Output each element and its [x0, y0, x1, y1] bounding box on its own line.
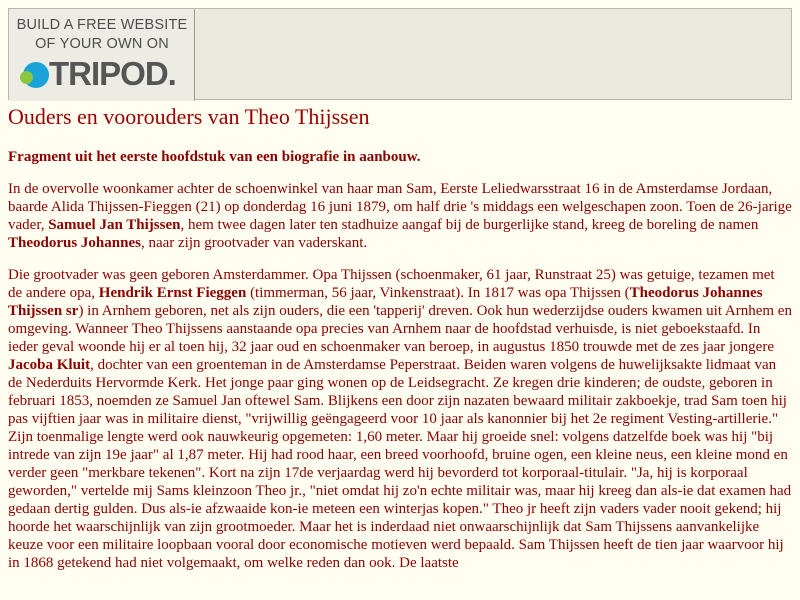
ad-line-1[interactable]: BUILD A FREE WEBSITE [16, 17, 188, 33]
ad-banner [8, 8, 792, 100]
tripod-logo[interactable] [19, 55, 195, 93]
page-subtitle: Fragment uit het eerste hoofdstuk van een biografie in aanbouw. [8, 149, 421, 165]
p1-text-3: , naar zijn grootvader van vaderskant. [140, 235, 368, 251]
p2-text-2: (timmerman, 56 jaar, Vinkenstraat). In 1817 was opa Thijssen ( [246, 285, 630, 301]
p2-name-theodorus-sr: Theodorus Johannes Thijssen sr [8, 285, 763, 319]
paragraph-2 [8, 266, 792, 572]
p1-name-samuel: Samuel Jan Thijssen [48, 217, 181, 233]
page-title: Ouders en voorouders van Theo Thijssen [8, 104, 370, 129]
p1-text-2: , hem twee dagen later ten stadhuize aangaf bij de burgerlijke stand, kreeg de boreling de namen [180, 217, 759, 233]
p2-text-4: , dochter van een groenteman in de Amsterdamse Peperstraat. Beiden waren volgens de huwelijksakte lidmaat van de Nederduits Hervormde Kerk. Het jonge paar ging wonen op de Leidsegracht. Ze kregen drie kinderen; de oudste, geboren in februari 1853, noemden ze Samuel Jan oftewel Sam. Blijkens een door zijn nazaten bewaard militair zakboekje, trad Sam toen hij pas vijftien jaar was in militaire dienst, "vrijwillig geëngageerd voor 10 jaar als kanonnier bij het 2e regiment Vesting-artillerie." Zijn toenmalige lengte werd ook nauwkeurig opgemeten: 1,60 meter. Maar hij groeide snel: volgens datzelfde boek was hij "bij intrede van zijn 19e jaar" al 1,87 meter. Hij had rood haar, een breed voorhoofd, bruine ogen, een kleine neus, een kleine mond en verder geen "merkbare tekenen". Kort na zijn 17de verjaardag werd hij bevorderd tot korporaal-titulair. "Ja, hij is korporaal geworden," vertelde mij Sams kleinzoon Theo jr., "niet omdat hij zo'n echte militair was, maar hij kreeg dan als-ie dat examen had gedaan dertig gulden. Dus als-ie afzwaaide kon-ie meteen een winterjas kopen." Theo jr heeft zijn vaders vader nooit gekend; hij hoorde het waarschijnlijk van zijn grootmoeder. Maar het is inderdaad niet onwaarschijnlijk dat Sam Thijssens aanvankelijke keuze voor een militaire loopbaan vooral door economische motieven werd bepaald. Sam Thijssen heeft de tien jaar waarvoor hij in 1868 getekend had niet volgemaakt, om welke reden dan ook. De laatste [8, 357, 792, 571]
tripod-dot-green-icon [20, 71, 33, 84]
p1-name-theodorus: Theodorus Johannes [8, 235, 141, 251]
ad-line-2[interactable]: OF YOUR OWN ON [35, 36, 169, 52]
p2-text-1: Die grootvader was geen geboren Amsterdammer. Opa Thijssen (schoenmaker, 61 jaar, Runstraat 25) was getuige, tezamen met de andere opa, [8, 267, 775, 301]
p1-text-1: In de overvolle woonkamer achter de schoenwinkel van haar man Sam, Eerste Leliedwarsstraat 16 in de Amsterdamse Jordaan, baarde Alida Thijssen-Fieggen (21) op donderdag 16 juni 1879, om half drie 's middags een welgeschapen zoon. Toen de 26-jarige vader, [8, 181, 792, 233]
paragraph-1 [8, 180, 792, 252]
p2-name-jacoba: Jacoba Kluit [8, 357, 91, 373]
tripod-ad[interactable] [9, 9, 195, 101]
article [8, 104, 792, 572]
p2-name-hendrik: Hendrik Ernst Fieggen [98, 285, 247, 301]
p2-text-3: ) in Arnhem geboren, net als zijn ouders, die een 'tapperij' dreven. Ook hun wederzijdse ouders kwamen uit Arnhem en omgeving. Wanneer Theo Thijssens aanstaande opa precies van Arnhem naar de hoofdstad verhuisde, is niet geboekstaafd. In ieder geval woonde hij er al toen hij, 32 jaar oud en schoenmaker van beroep, in augustus 1850 trouwde met de zes jaar jongere [8, 303, 792, 355]
tripod-logo-text: TRIPOD. [49, 55, 176, 92]
